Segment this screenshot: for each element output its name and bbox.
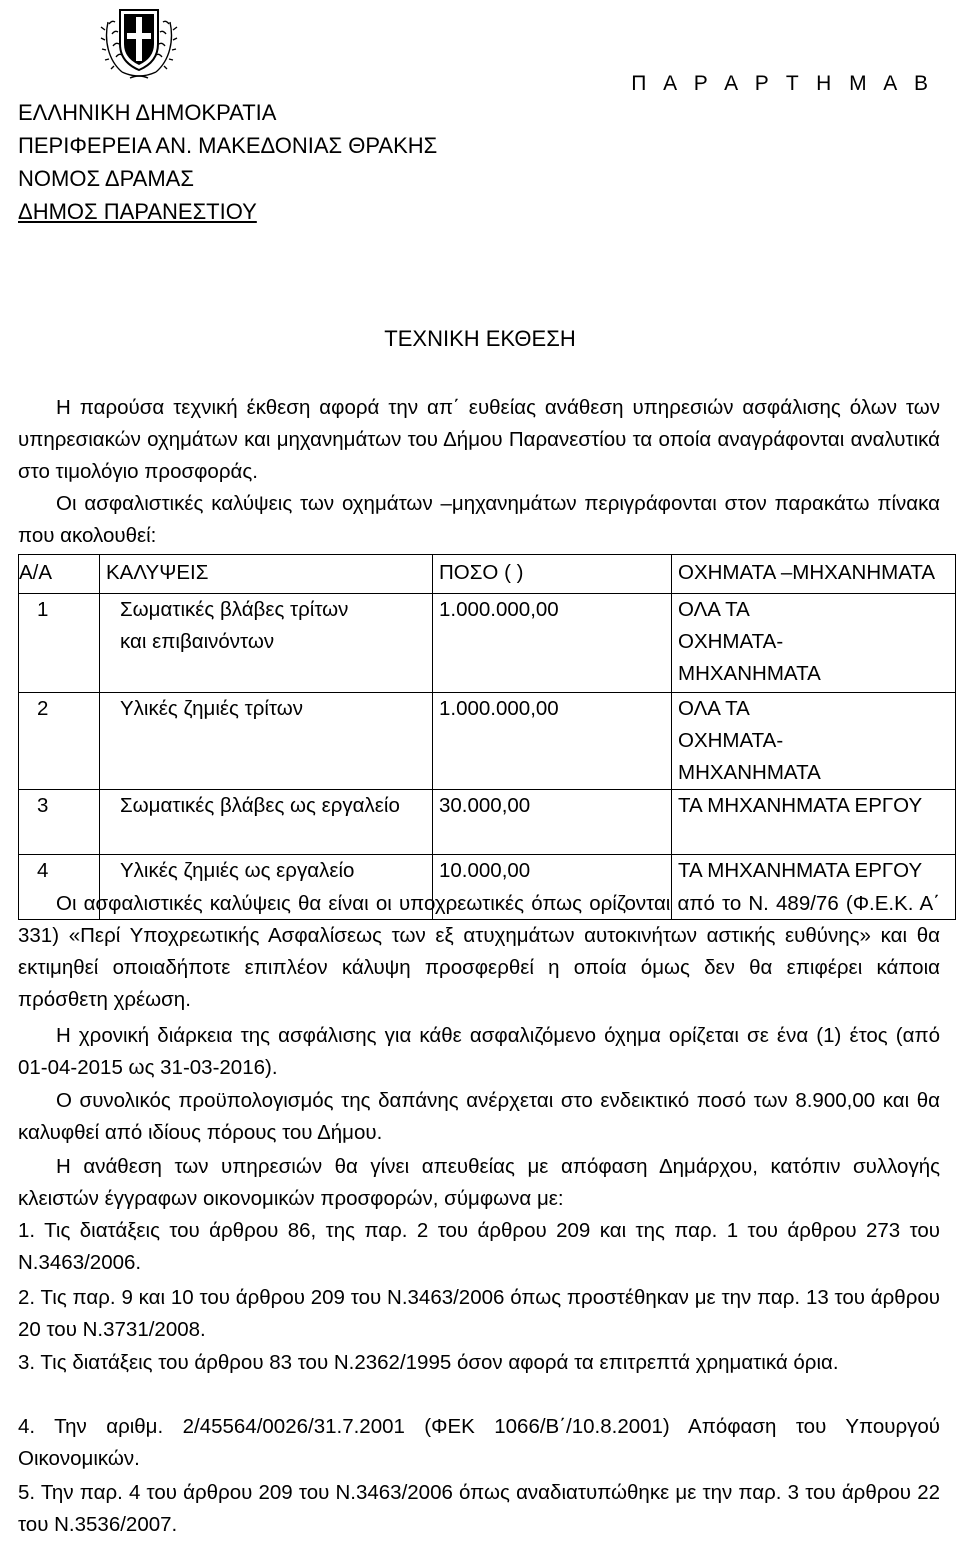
issuing-authority [18,96,437,228]
legal-basis-item-4: 4. Την αριθμ. 2/45564/0026/31.7.2001 (ΦΕΚ 1066/Β΄/10.8.2001) Απόφαση του Υπουργού Οικονομικών. [18,1415,940,1470]
greek-coat-of-arms-icon [100,0,178,82]
authority-line-country: ΕΛΛΗΝΙΚΗ ΔΗΜΟΚΡΑΤΙΑ [18,100,277,125]
row-vehicles: ΟΛΑ ΤΑ ΟΧΗΜΑΤΑ-ΜΗΧΑΝΗΜΑΤΑ [672,594,956,693]
intro-paragraph: Η παρούσα τεχνική έκθεση αφορά την απ΄ ευθείας ανάθεση υπηρεσιών ασφάλισης όλων των υπηρεσιακών οχημάτων και μηχανημάτων του Δήμου Παρανεστίου τα οποία αναγράφονται αναλυτικά στο τιμολόγιο προσφοράς. [18,396,940,483]
row-index: 1 [19,594,100,693]
row-coverage: Σωματικές βλάβες τρίτων και επιβαινόντων [100,594,433,693]
duration-paragraph: Η χρονική διάρκεια της ασφάλισης για κάθε ασφαλιζόμενο όχημα ορίζεται σε ένα (1) έτος (από 01-04-2015 ως 31-03-2016). [18,1024,940,1079]
legal-basis-item-1: 1. Τις διατάξεις του άρθρου 86, της παρ. 2 του άρθρου 209 και της παρ. 1 του άρθρου 273 του Ν.3463/2006. [18,1219,940,1274]
row-coverage: Σωματικές βλάβες ως εργαλείο [100,790,433,855]
column-header-coverage: ΚΑΛΥΨΕΙΣ [100,555,433,594]
row-amount: 30.000,00 [433,790,672,855]
authority-line-prefecture: ΝΟΜΟΣ ΔΡΑΜΑΣ [18,166,194,191]
column-header-amount: ΠΟΣΟ ( ) [433,555,672,594]
legal-basis-item-3: 3. Τις διατάξεις του άρθρου 83 του Ν.2362/1995 όσον αφορά τα επιτρεπτά χρηματικά όρια. [18,1351,839,1374]
table-row [19,594,956,693]
row-amount: 10.000,00 [433,855,672,920]
row-index: 2 [19,693,100,790]
appendix-label: Π Α Ρ Α Ρ Τ Η Μ Α Β [631,72,934,95]
column-header-vehicles: ΟΧΗΜΑΤΑ –ΜΗΧΑΝΗΜΑΤΑ [672,555,956,594]
row-vehicles: ΟΛΑ ΤΑ ΟΧΗΜΑΤΑ-ΜΗΧΑΝΗΜΑΤΑ [672,693,956,790]
table-header-row [19,555,956,594]
coverage-legal-paragraph: Οι ασφαλιστικές καλύψεις θα είναι οι υποχρεωτικές όπως ορίζονται από το Ν. 489/76 (Φ.Ε.Κ. Α΄ 331) «Περί Υποχρεωτικής Ασφαλίσεως των εξ ατυχημάτων αυτοκινήτων αστικής ευθύνης» και θα εκτιμηθεί οποιαδήποτε επιπλέον κάλυψη προσφερθεί η οποία όμως δεν θα επιφέρει κάποια πρόσθετη χρέωση. [18,892,940,1011]
table-row [19,693,956,790]
row-coverage: Υλικές ζημιές ως εργαλείο [100,855,433,920]
table-row [19,790,956,855]
row-coverage: Υλικές ζημιές τρίτων [100,693,433,790]
award-paragraph: Η ανάθεση των υπηρεσιών θα γίνει απευθείας με απόφαση Δημάρχου, κατόπιν συλλογής κλειστών έγγραφων οικονομικών προσφορών, σύμφωνα με: [18,1155,940,1210]
document-title: ΤΕΧΝΙΚΗ ΕΚΘΕΣΗ [384,326,576,351]
row-vehicles: ΤΑ ΜΗΧΑΝΗΜΑΤΑ ΕΡΓΟΥ [672,790,956,855]
intro-table-lead: Οι ασφαλιστικές καλύψεις των οχημάτων –μηχανημάτων περιγράφονται στον παρακάτω πίνακα που ακολουθεί: [18,492,940,547]
row-index: 4 [19,855,100,920]
row-index: 3 [19,790,100,855]
authority-line-municipality: ΔΗΜΟΣ ΠΑΡΑΝΕΣΤΙΟΥ [18,199,257,224]
row-amount: 1.000.000,00 [433,594,672,693]
legal-basis-item-5: 5. Την παρ. 4 του άρθρου 209 του Ν.3463/2006 όπως αναδιατυπώθηκε με την παρ. 3 του άρθρου 22 του Ν.3536/2007. [18,1481,940,1536]
row-amount: 1.000.000,00 [433,693,672,790]
budget-paragraph: Ο συνολικός προϋπολογισμός της δαπάνης ανέρχεται στο ενδεικτικό ποσό των 8.900,00 και θα καλυφθεί από ιδίους πόρους του Δήμου. [18,1089,940,1144]
column-header-index: Α/Α [19,555,100,594]
authority-line-region: ΠΕΡΙΦΕΡΕΙΑ ΑΝ. ΜΑΚΕΔΟΝΙΑΣ ΘΡΑΚΗΣ [18,133,438,158]
legal-basis-item-2: 2. Τις παρ. 9 και 10 του άρθρου 209 του Ν.3463/2006 όπως προστέθηκαν με την παρ. 13 του άρθρου 20 του Ν.3731/2008. [18,1286,940,1341]
row-vehicles: ΤΑ ΜΗΧΑΝΗΜΑΤΑ ΕΡΓΟΥ [672,855,956,920]
coverage-table [18,554,956,920]
